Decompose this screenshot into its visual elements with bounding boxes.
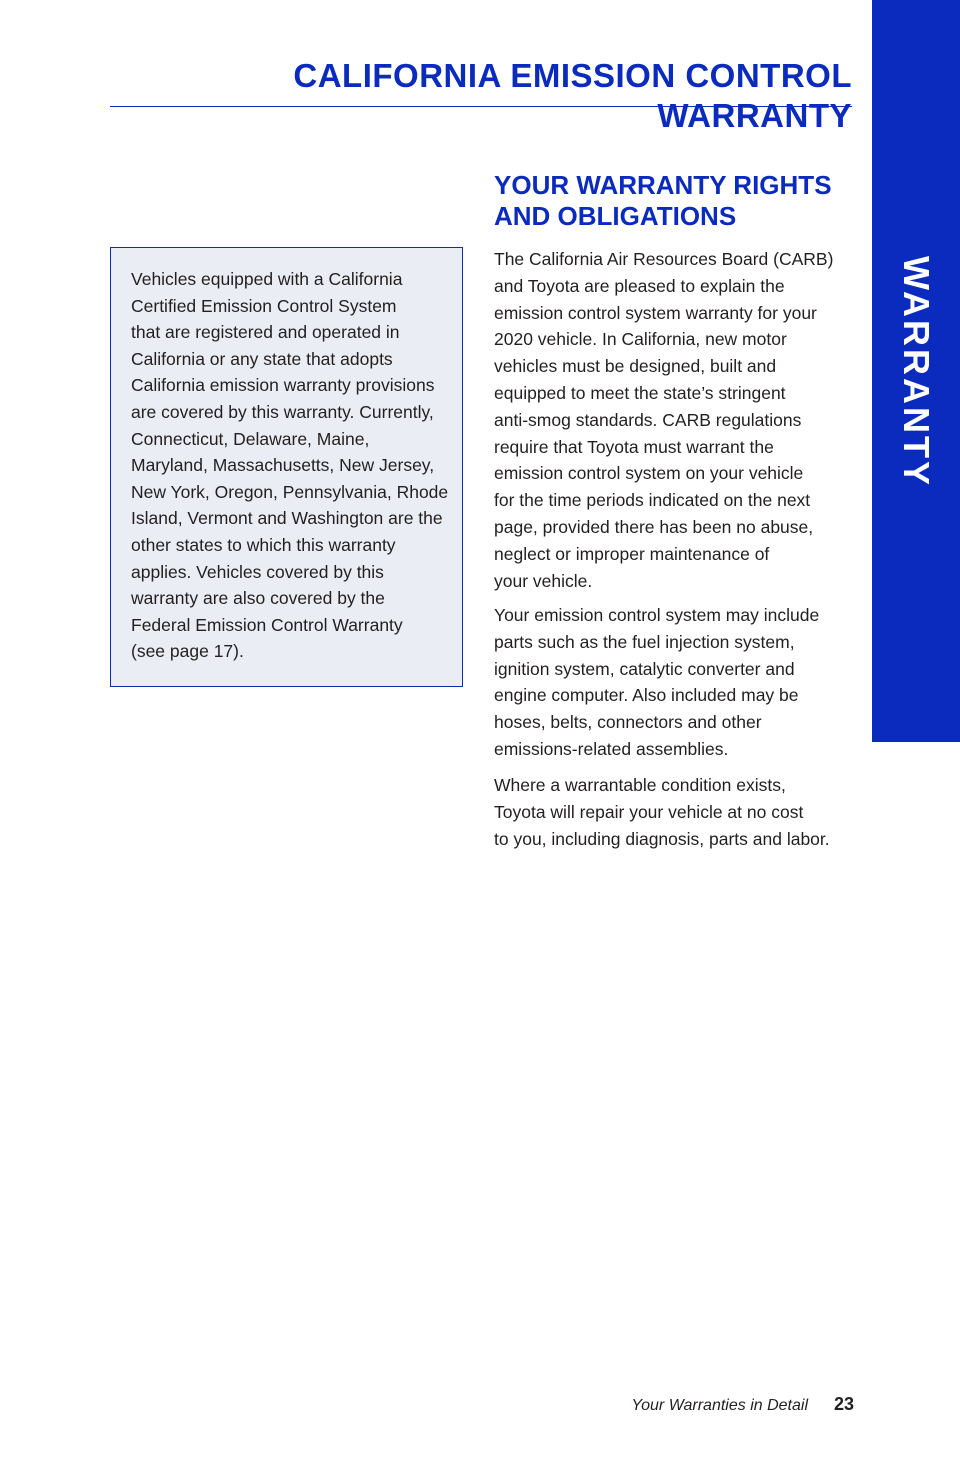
paragraph-carb-intro xyxy=(494,246,854,594)
paragraph-line: hoses, belts, connectors and other xyxy=(494,712,762,733)
paragraph-line: parts such as the fuel injection system, xyxy=(494,631,795,652)
info-line: California emission warranty provisions xyxy=(131,375,435,396)
paragraph-line: Where a warrantable condition exists, xyxy=(494,775,786,795)
info-line: Vehicles equipped with a California xyxy=(131,269,403,289)
paragraph-line: vehicles must be designed, built and xyxy=(494,356,777,377)
info-line: warranty are also covered by the xyxy=(131,588,385,609)
info-line: Connecticut, Delaware, Maine, xyxy=(131,428,370,449)
paragraph-line: emission control system warranty for your xyxy=(494,302,817,323)
info-line: (see page 17). xyxy=(131,641,244,662)
info-line: Maryland, Massachusetts, New Jersey, xyxy=(131,455,435,476)
paragraph-line: The California Air Resources Board (CARB) xyxy=(494,249,834,269)
paragraph-line: neglect or improper maintenance of xyxy=(494,543,770,564)
info-line: that are registered and operated in xyxy=(131,322,400,343)
info-line: other states to which this warranty xyxy=(131,534,396,555)
paragraph-repair-terms xyxy=(494,772,854,852)
info-box xyxy=(110,247,463,687)
paragraph-line: emission control system on your vehicle xyxy=(494,463,804,484)
side-section-tab xyxy=(872,0,960,742)
side-tab-label: WARRANTY xyxy=(896,256,937,488)
title-divider xyxy=(110,106,852,107)
paragraph-line: emissions-related assemblies. xyxy=(494,738,729,759)
info-line: New York, Oregon, Pennsylvania, Rhode xyxy=(131,481,449,502)
paragraph-line: require that Toyota must warrant the xyxy=(494,436,774,457)
info-line: Island, Vermont and Washington are the xyxy=(131,508,443,529)
info-line: Certified Emission Control System xyxy=(131,295,397,316)
footer-label: Your Warranties in Detail xyxy=(631,1397,808,1414)
paragraph-covered-parts xyxy=(494,602,854,763)
paragraph-line: for the time periods indicated on the next xyxy=(494,490,811,511)
page-number: 23 xyxy=(833,1394,854,1414)
paragraph-line: your vehicle. xyxy=(494,570,593,591)
info-line: California or any state that adopts xyxy=(131,348,393,369)
section-heading-line: AND OBLIGATIONS xyxy=(494,201,737,231)
paragraph-line: equipped to meet the state’s stringent xyxy=(494,382,786,403)
paragraph-line: page, provided there has been no abuse, xyxy=(494,516,814,537)
paragraph-line: to you, including diagnosis, parts and labor. xyxy=(494,828,830,849)
page-title: CALIFORNIA EMISSION CONTROL WARRANTY xyxy=(293,57,852,134)
info-line: applies. Vehicles covered by this xyxy=(131,561,384,582)
section-heading xyxy=(494,170,854,232)
section-heading-line: YOUR WARRANTY RIGHTS xyxy=(494,170,832,200)
info-box-text xyxy=(131,266,453,665)
info-line: are covered by this warranty. Currently, xyxy=(131,401,434,422)
paragraph-line: Toyota will repair your vehicle at no cost xyxy=(494,801,804,822)
info-line: Federal Emission Control Warranty xyxy=(131,614,403,635)
paragraph-line: and Toyota are pleased to explain the xyxy=(494,275,785,296)
paragraph-line: Your emission control system may include xyxy=(494,605,820,625)
paragraph-line: anti-smog standards. CARB regulations xyxy=(494,409,802,430)
paragraph-line: engine computer. Also included may be xyxy=(494,685,799,706)
paragraph-line: ignition system, catalytic converter and xyxy=(494,658,795,679)
paragraph-line: 2020 vehicle. In California, new motor xyxy=(494,329,787,350)
